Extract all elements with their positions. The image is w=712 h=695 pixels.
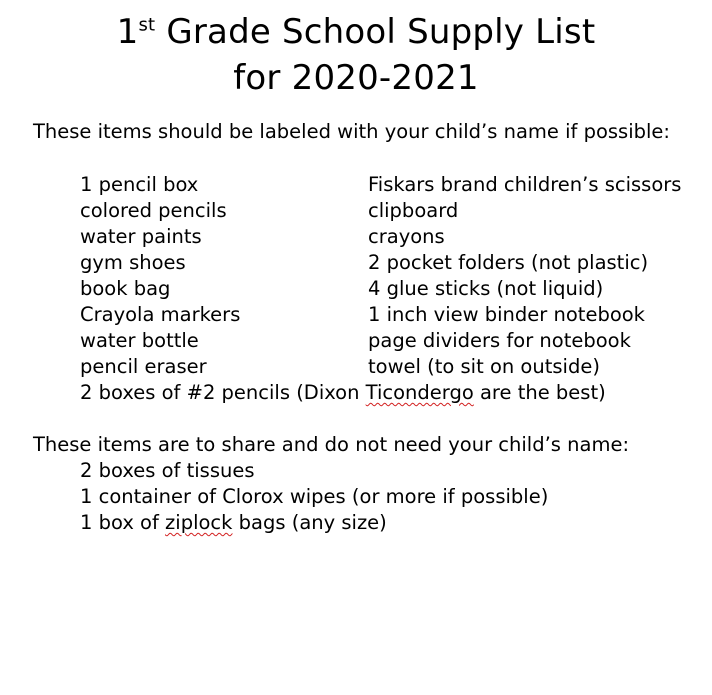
list-item: 1 inch view binder notebook [368, 303, 645, 326]
spellcheck-flagged-word: Ticondergo [365, 381, 474, 404]
list-item-ziplock [80, 510, 387, 536]
title-line1-rest: Grade School Supply List [155, 12, 596, 52]
page-title [0, 12, 712, 52]
title-line1-prefix: 1 [116, 12, 139, 52]
list-item: towel (to sit on outside) [368, 355, 600, 378]
list-item: 2 boxes of tissues [80, 459, 255, 482]
list-item: book bag [80, 277, 171, 300]
ziplock-text-after: bags (any size) [232, 511, 387, 534]
list-item: water bottle [80, 329, 199, 352]
pencils-text-before: 2 boxes of #2 pencils (Dixon [80, 381, 366, 404]
list-item: colored pencils [80, 199, 227, 222]
list-item: 2 pocket folders (not plastic) [368, 251, 649, 274]
pencils-text-after: are the best) [473, 381, 606, 404]
list-item: gym shoes [80, 251, 186, 274]
list-item: pencil eraser [80, 355, 207, 378]
shared-items-heading: These items are to share and do not need your child’s name: [33, 433, 630, 456]
title-ordinal-suffix: st [138, 14, 156, 36]
page-subtitle-year: for 2020-2021 [233, 58, 479, 98]
list-item: Fiskars brand children’s scissors [368, 173, 682, 196]
list-item: 1 container of Clorox wipes (or more if possible) [80, 485, 549, 508]
list-item: Crayola markers [80, 303, 241, 326]
list-item: crayons [368, 225, 445, 248]
list-item: clipboard [368, 199, 459, 222]
ziplock-text-before: 1 box of [80, 511, 166, 534]
list-item: water paints [80, 225, 202, 248]
list-item: 1 pencil box [80, 173, 199, 196]
spellcheck-flagged-word: ziplock [165, 511, 233, 534]
list-item: 4 glue sticks (not liquid) [368, 277, 604, 300]
list-item: page dividers for notebook [368, 329, 631, 352]
labeled-items-heading: These items should be labeled with your child’s name if possible: [33, 120, 670, 143]
list-item-pencils [80, 380, 606, 406]
